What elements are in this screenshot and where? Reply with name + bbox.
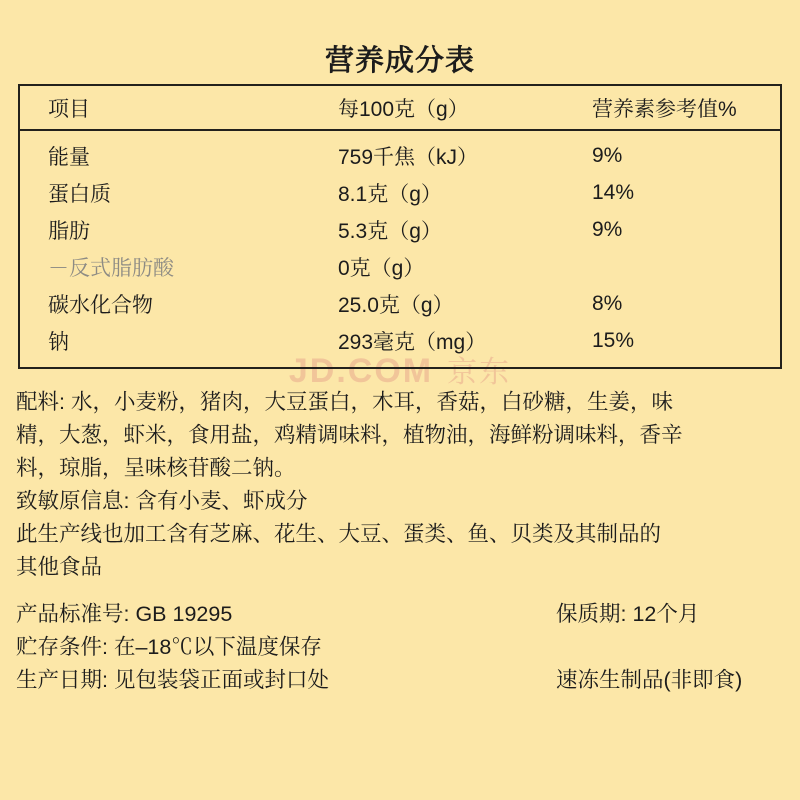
row-item-label: 碳水化合物 bbox=[48, 293, 153, 317]
row-amount-value: 293毫克（mg） bbox=[338, 330, 487, 354]
row-amount-value: 5.3克（g） bbox=[338, 219, 442, 243]
table-row bbox=[20, 285, 780, 322]
row-amount-value: 25.0克（g） bbox=[338, 293, 454, 317]
row-nrv-value: 14% bbox=[592, 180, 635, 204]
row-item-label: 钠 bbox=[48, 330, 69, 354]
table-row bbox=[20, 130, 780, 174]
table-row bbox=[20, 211, 780, 248]
row-amount-value: 759千焦（kJ） bbox=[338, 145, 479, 169]
spacer bbox=[556, 631, 788, 664]
cross-contamination-line-2: 其他食品 bbox=[16, 555, 103, 579]
page-title: 营养成分表 bbox=[324, 45, 475, 77]
ingredients-line-1: 配料: 水，小麦粉，猪肉，大豆蛋白，木耳，香菇，白砂糖，生姜，味 bbox=[16, 390, 673, 414]
table-row bbox=[20, 174, 780, 211]
details-row-storage bbox=[16, 631, 788, 664]
product-standard-number: 产品标准号: GB 19295 bbox=[16, 602, 233, 626]
shelf-life: 保质期: 12个月 bbox=[556, 602, 700, 626]
row-nrv-value: 8% bbox=[592, 291, 623, 315]
product-type: 速冻生制品(非即食) bbox=[556, 668, 743, 692]
row-nrv-value: 15% bbox=[592, 328, 635, 352]
ingredients-line-3: 料，琼脂，呈味核苷酸二钠。 bbox=[16, 456, 296, 480]
allergen-info: 致敏原信息: 含有小麦、虾成分 bbox=[16, 489, 308, 513]
row-item-label: 脂肪 bbox=[48, 219, 90, 243]
production-date: 生产日期: 见包装袋正面或封口处 bbox=[16, 668, 329, 692]
storage-conditions: 贮存条件: 在–18℃以下温度保存 bbox=[16, 635, 322, 659]
column-header-nrv: 营养素参考值% bbox=[592, 97, 737, 121]
ingredients-line-2: 精，大葱，虾米，食用盐，鸡精调味料，植物油，海鲜粉调味料，香辛 bbox=[16, 423, 683, 447]
watermark-text-cn: 京东 bbox=[447, 356, 512, 389]
table-row bbox=[20, 322, 780, 367]
row-nrv-value: 9% bbox=[592, 143, 623, 167]
column-header-per100g: 每100克（g） bbox=[338, 97, 469, 121]
cross-contamination-line-1: 此生产线也加工含有芝麻、花生、大豆、蛋类、鱼、贝类及其制品的 bbox=[16, 522, 662, 546]
ingredients-section bbox=[16, 386, 786, 584]
watermark-text: JD.COM bbox=[288, 352, 434, 390]
row-nrv-value bbox=[592, 248, 780, 285]
column-header-item: 项目 bbox=[48, 97, 90, 121]
row-item-label-sub: －反式脂肪酸 bbox=[48, 256, 174, 280]
row-item-label: 蛋白质 bbox=[48, 182, 111, 206]
details-row-date bbox=[16, 664, 788, 697]
row-amount-value: 8.1克（g） bbox=[338, 182, 442, 206]
details-row-standard bbox=[16, 598, 788, 631]
nutrition-facts-table bbox=[18, 84, 782, 369]
product-details-section bbox=[16, 598, 788, 697]
table-header-row bbox=[20, 86, 780, 130]
table-row bbox=[20, 248, 780, 285]
row-amount-value: 0克（g） bbox=[338, 256, 425, 280]
row-item-label: 能量 bbox=[48, 145, 90, 169]
row-nrv-value: 9% bbox=[592, 217, 623, 241]
